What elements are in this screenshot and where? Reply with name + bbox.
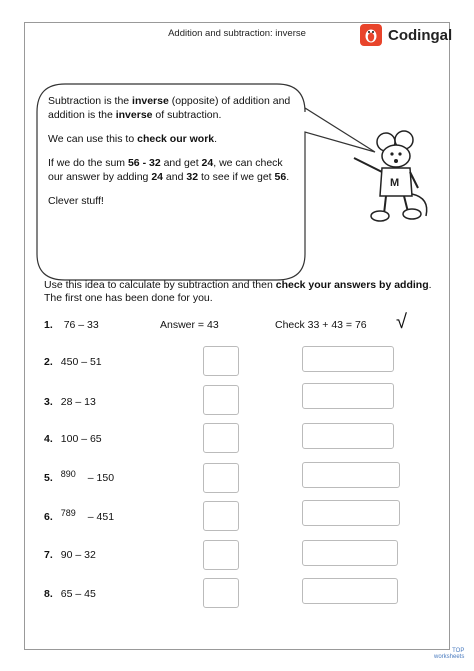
bubble-para-2: We can use this to check our work. <box>48 133 218 145</box>
mouse-illustration-icon <box>352 128 432 228</box>
question-2: 2. 450 – 51 <box>44 356 102 368</box>
example-answer: Answer = 43 <box>160 319 219 331</box>
example-check: Check 33 + 43 = 76 <box>275 319 367 331</box>
example-question <box>44 319 99 331</box>
answer-box-7[interactable] <box>203 540 239 570</box>
question-8: 8. 65 – 45 <box>44 588 96 600</box>
answer-box-4[interactable] <box>203 423 239 453</box>
question-3: 3. 28 – 13 <box>44 396 96 408</box>
question-6: 6. 789 – 451 <box>44 508 115 523</box>
bubble-text <box>48 94 298 218</box>
check-box-6[interactable] <box>302 500 400 526</box>
bubble-para-3: If we do the sum 56 - 32 and get 24, we can check our answer by adding 24 and 32 to see if we get 56. <box>48 157 290 183</box>
answer-box-2[interactable] <box>203 346 239 376</box>
check-box-5[interactable] <box>302 462 400 488</box>
page-title: Addition and subtraction: inverse <box>168 28 306 39</box>
answer-box-3[interactable] <box>203 385 239 415</box>
brand-logo <box>360 24 452 46</box>
bubble-para-1: Subtraction is the inverse (opposite) of addition and addition is the inverse of subtraction. <box>48 95 291 121</box>
question-5: 5. 890 – 150 <box>44 469 115 484</box>
brand-name: Codingal <box>388 26 453 44</box>
question-number: 1. <box>44 319 53 331</box>
question-sum: 76 – 33 <box>63 319 99 331</box>
checkmark-icon: √ <box>396 311 407 333</box>
svg-text:M: M <box>390 177 400 189</box>
instructions-text: Use this idea to calculate by subtraction and then check your answers by adding. The first one has been done for you. <box>44 279 432 304</box>
bubble-para-4: Clever stuff! <box>48 195 104 207</box>
footer-logo: TOP worksheets <box>434 648 465 660</box>
check-box-8[interactable] <box>302 578 398 604</box>
answer-box-8[interactable] <box>203 578 239 608</box>
check-box-4[interactable] <box>302 423 394 449</box>
question-4: 4. 100 – 65 <box>44 433 102 445</box>
answer-box-5[interactable] <box>203 463 239 493</box>
check-box-7[interactable] <box>302 540 398 566</box>
check-box-2[interactable] <box>302 346 394 372</box>
penguin-icon <box>360 24 382 46</box>
check-box-3[interactable] <box>302 383 394 409</box>
question-7: 7. 90 – 32 <box>44 549 96 561</box>
answer-box-6[interactable] <box>203 501 239 531</box>
